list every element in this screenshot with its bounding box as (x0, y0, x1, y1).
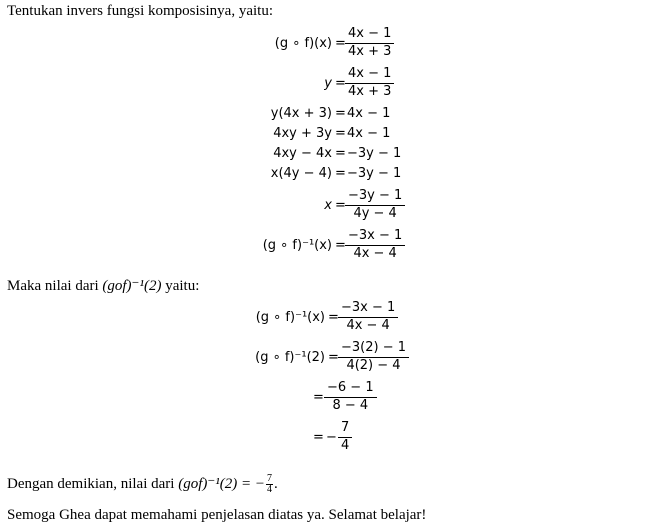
closing-text: Semoga Ghea dapat memahami penjelasan diatas ya. Selamat belajar! (7, 507, 427, 523)
equation-lhs: (g ∘ f)⁻¹(x) (262, 237, 332, 253)
conclusion-fraction: $\frac{7}{4}$ (267, 473, 273, 496)
derivation-block (0, 25, 658, 268)
equation-lhs: 4xy + 3y (273, 125, 332, 141)
equation-row: = − $\frac{7}{4}$ (0, 422, 658, 452)
equation-row: (g ∘ f)⁻¹(2) = $\frac{-3(2) - 1}{4(2) - 4}$ (0, 342, 658, 372)
equation-row: 4xy − 4x = −3y − 1 (273, 145, 402, 161)
equation-rhs: −3y − 1 (347, 145, 402, 161)
equation-row: y(4x + 3) = 4x − 1 (270, 105, 391, 121)
equation-row: (g ∘ f)⁻¹(x) = $\frac{-3x - 1}{4x - 4}$ (0, 230, 658, 260)
equation-fraction: $\frac{-6 - 1}{8 - 4}$ (324, 381, 377, 414)
equation-rhs: 4x − 1 (347, 125, 391, 141)
equation-fraction: $\frac{4x - 1}{4x + 3}$ (345, 27, 394, 60)
equation-row: = $\frac{-6 - 1}{8 - 4}$ (0, 382, 658, 412)
equation-lhs: (g ∘ f)⁻¹(2) (255, 349, 325, 365)
equation-fraction: $\frac{-3x - 1}{4x - 4}$ (345, 229, 405, 262)
equation-row: 4xy + 3y = 4x − 1 (273, 125, 391, 141)
equation-fraction: $\frac{-3x - 1}{4x - 4}$ (338, 301, 398, 334)
conclusion-text: Dengan demikian, nilai dari (gof)⁻¹(2) = − $\frac{7}{4}$ . (7, 473, 278, 496)
equation-lhs: x(4y − 4) (270, 165, 332, 181)
equation-lhs: (g ∘ f)⁻¹(x) (255, 309, 325, 325)
equation-row: x = $\frac{-3y - 1}{4y - 4}$ (0, 190, 658, 220)
evaluation-block (0, 299, 658, 462)
equation-lhs: y(4x + 3) (270, 105, 332, 121)
equation-fraction: $\frac{-3y - 1}{4y - 4}$ (345, 189, 405, 222)
equation-row: y = $\frac{4x - 1}{4x + 3}$ (0, 68, 658, 98)
equation-row: x(4y − 4) = −3y − 1 (270, 165, 402, 181)
equation-row: (g ∘ f)⁻¹(x) = $\frac{-3x - 1}{4x - 4}$ (0, 302, 658, 332)
equation-rhs: −3y − 1 (347, 165, 402, 181)
equation-lhs: (g ∘ f)(x) (274, 35, 332, 51)
equation-fraction: $\frac{-3(2) - 1}{4(2) - 4}$ (338, 341, 409, 374)
equation-lhs: y (324, 75, 332, 91)
middle-text: Maka nilai dari (gof)⁻¹(2) yaitu: (7, 278, 200, 294)
equation-row: (g ∘ f)(x) = $\frac{4x - 1}{4x + 3}$ (0, 28, 658, 58)
equation-lhs: x (324, 197, 332, 213)
equation-rhs: 4x − 1 (347, 105, 391, 121)
equation-fraction: $\frac{4x - 1}{4x + 3}$ (345, 67, 394, 100)
equation-lhs: 4xy − 4x (273, 145, 332, 161)
equation-fraction: $\frac{7}{4}$ (338, 421, 352, 454)
intro-text: Tentukan invers fungsi komposisinya, yaitu: (7, 3, 274, 19)
